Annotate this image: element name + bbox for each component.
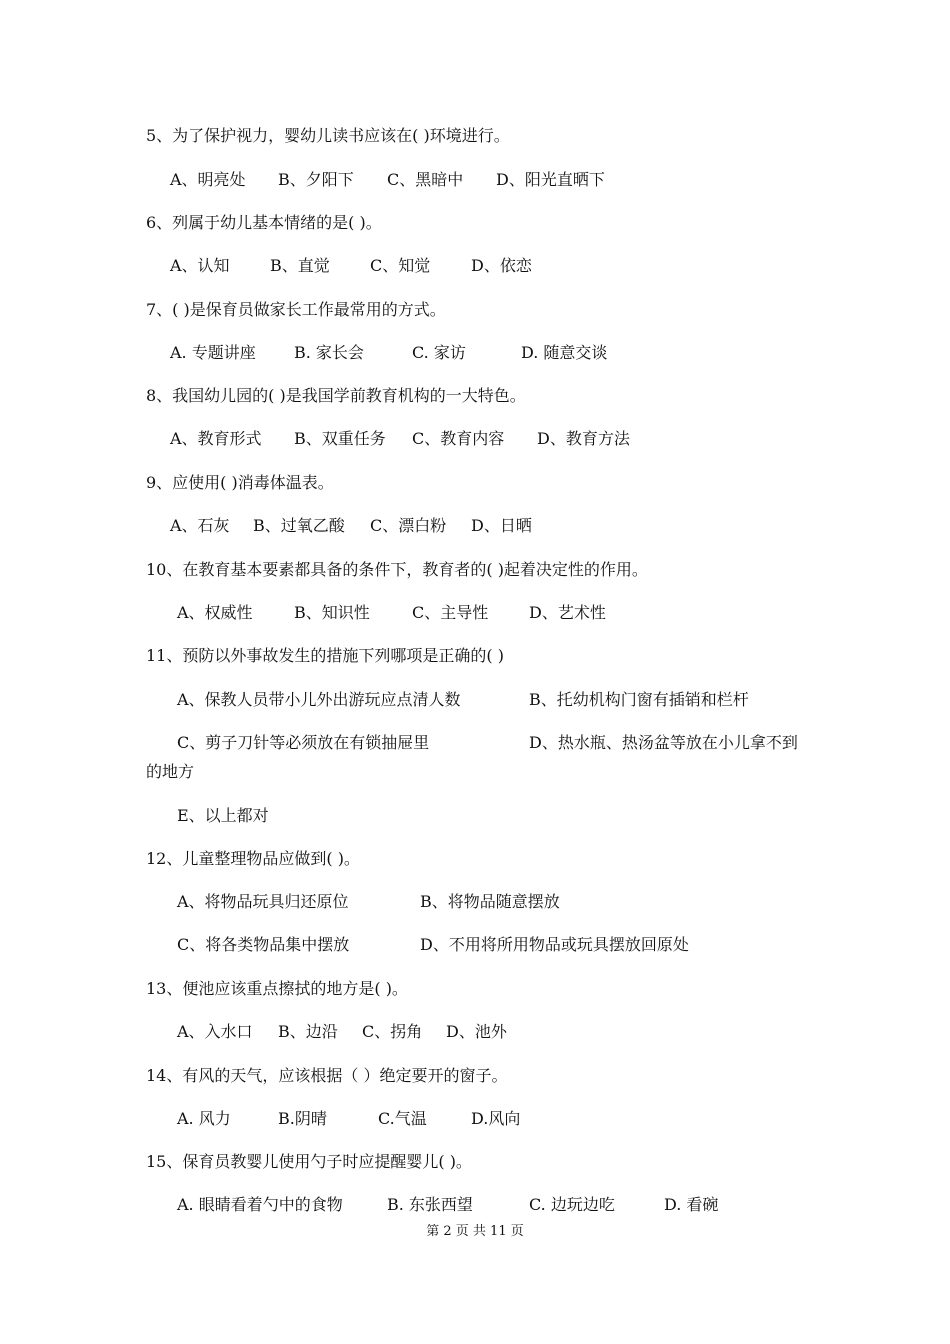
option-b: B、将物品随意摆放	[420, 892, 560, 911]
option-d: D、依恋	[471, 256, 532, 275]
option-d: D、不用将所用物品或玩具摆放回原处	[420, 935, 689, 954]
option-d: D. 看碗	[664, 1195, 719, 1214]
option-a: A、认知	[170, 256, 230, 275]
option-d: D、艺术性	[529, 603, 606, 622]
question-text: 5、为了保护视力，婴幼儿读书应该在( )环境进行。	[146, 126, 510, 145]
question-stem	[0, 295, 950, 325]
options-row	[0, 511, 950, 541]
option-c: C、主导性	[412, 603, 489, 622]
option-a: A. 眼睛看着勺中的食物	[177, 1195, 343, 1214]
options-row	[0, 251, 950, 281]
option-a: A. 专题讲座	[170, 343, 256, 362]
option-a: A、石灰	[170, 516, 230, 535]
question-stem	[0, 381, 950, 411]
question-stem	[0, 1147, 950, 1177]
page-number: 第 2 页 共 11 页	[426, 1224, 524, 1239]
option-a: A、将物品玩具归还原位	[177, 892, 349, 911]
option-a: A、入水口	[177, 1022, 253, 1041]
question-stem	[0, 1061, 950, 1091]
options-row	[0, 338, 950, 368]
option-b: B、边沿	[278, 1022, 338, 1041]
options-row	[0, 165, 950, 195]
question-text: 7、( )是保育员做家长工作最常用的方式。	[146, 300, 446, 319]
question-text: 6、列属于幼儿基本情绪的是( )。	[146, 213, 382, 232]
option-d: D、日晒	[471, 516, 532, 535]
option-c: C. 家访	[412, 343, 466, 362]
option-b: B、直觉	[270, 256, 330, 275]
option-c: C、漂白粉	[370, 516, 447, 535]
question-stem	[0, 974, 950, 1004]
question-stem	[0, 641, 950, 671]
option-d: D.风向	[471, 1109, 521, 1128]
option-d: D. 随意交谈	[521, 343, 608, 362]
question-stem	[0, 208, 950, 238]
option-c: C、黑暗中	[387, 170, 464, 189]
option-b: B、双重任务	[294, 429, 386, 448]
option-d-continuation: 的地方	[146, 762, 195, 781]
options-row	[0, 1104, 950, 1134]
option-c: C.气温	[378, 1109, 427, 1128]
options-row	[0, 801, 950, 831]
option-d: D、阳光直晒下	[496, 170, 605, 189]
question-text: 13、便池应该重点擦拭的地方是( )。	[146, 979, 408, 998]
option-c: C、知觉	[370, 256, 431, 275]
question-text: 12、儿童整理物品应做到( )。	[146, 849, 360, 868]
option-d: D、热水瓶、热汤盆等放在小儿拿不到	[529, 733, 798, 752]
option-b: B. 家长会	[294, 343, 364, 362]
option-e: E、以上都对	[177, 806, 269, 825]
option-b: B.阴晴	[278, 1109, 327, 1128]
option-a: A、保教人员带小儿外出游玩应点清人数	[177, 690, 461, 709]
question-stem	[0, 844, 950, 874]
option-d: D、教育方法	[537, 429, 630, 448]
option-b: B、知识性	[294, 603, 370, 622]
question-text: 11、预防以外事故发生的措施下列哪项是正确的( )	[146, 646, 504, 665]
option-a: A、明亮处	[170, 170, 246, 189]
options-row	[0, 728, 950, 758]
option-d: D、池外	[446, 1022, 507, 1041]
question-text: 15、保育员教婴儿使用勺子时应提醒婴儿( )。	[146, 1152, 472, 1171]
options-row	[0, 424, 950, 454]
options-row	[0, 887, 950, 917]
options-row	[0, 1190, 950, 1220]
question-stem	[0, 121, 950, 151]
option-b: B、夕阳下	[278, 170, 354, 189]
question-stem	[0, 468, 950, 498]
question-text: 14、有风的天气，应该根据（ ）绝定要开的窗子。	[146, 1066, 508, 1085]
options-row	[0, 598, 950, 628]
question-text: 10、在教育基本要素都具备的条件下，教育者的( )起着决定性的作用。	[146, 560, 648, 579]
option-a: A、教育形式	[170, 429, 262, 448]
question-text: 8、我国幼儿园的( )是我国学前教育机构的一大特色。	[146, 386, 526, 405]
options-row	[0, 1017, 950, 1047]
question-stem	[0, 555, 950, 585]
option-b: B、过氧乙酸	[253, 516, 345, 535]
options-row	[0, 685, 950, 715]
question-text: 9、应使用( )消毒体温表。	[146, 473, 334, 492]
option-c: C、教育内容	[412, 429, 505, 448]
option-c: C、拐角	[362, 1022, 423, 1041]
option-b: B. 东张西望	[387, 1195, 473, 1214]
option-c: C、剪子刀针等必须放在有锁抽屉里	[177, 733, 430, 752]
option-c: C. 边玩边吃	[529, 1195, 615, 1214]
option-c: C、将各类物品集中摆放	[177, 935, 350, 954]
option-b: B、托幼机构门窗有插销和栏杆	[529, 690, 749, 709]
option-a: A. 风力	[177, 1109, 231, 1128]
option-continuation	[0, 757, 950, 787]
option-a: A、权威性	[177, 603, 253, 622]
options-row	[0, 930, 950, 960]
